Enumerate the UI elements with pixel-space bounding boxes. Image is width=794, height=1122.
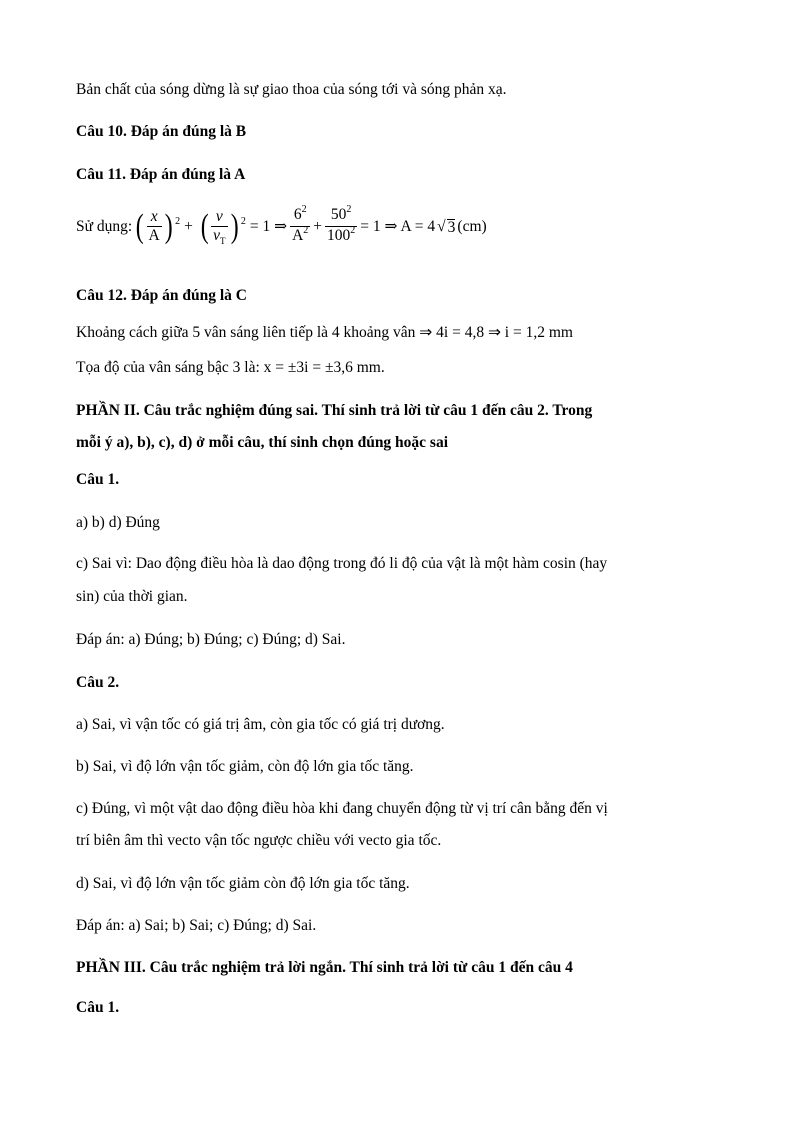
formula-prefix: Sử dụng: <box>76 217 133 235</box>
q2-item-a: a) Sai, vì vận tốc có giá trị âm, còn gia tốc có giá trị dương. <box>76 716 445 733</box>
part-3-question-1: Câu 1. <box>76 999 120 1016</box>
part-2-question-2: Câu 2. <box>76 674 120 691</box>
question-10-answer: Câu 10. Đáp án đúng là B <box>76 123 247 140</box>
term-v-over-vt: ( $\frac{v}{v_T}$ ) 2 <box>200 207 246 246</box>
part-2-heading: PHẦN II. Câu trắc nghiệm đúng sai. Thí sinh trả lời từ câu 1 đến câu 2. Trong <box>76 402 593 419</box>
frac-6sq-asq: $\frac{6^2}{A^2}$ <box>292 204 309 244</box>
q1-correct-items: a) b) d) Đúng <box>76 514 160 531</box>
q2-item-b: b) Sai, vì độ lớn vận tốc giảm, còn độ lớn gia tốc tăng. <box>76 758 414 775</box>
frac-50sq-100sq: $\frac{50^2}{100^2}$ <box>327 204 356 244</box>
q2-item-d: d) Sai, vì độ lớn vận tốc giảm còn độ lớn gia tốc tăng. <box>76 875 410 892</box>
q2-answer: Đáp án: a) Sai; b) Sai; c) Đúng; d) Sai. <box>76 917 317 934</box>
line-standing-wave: Bản chất của sóng dừng là sự giao thoa của sóng tới và sóng phản xạ. <box>76 81 507 98</box>
question-11-answer: Câu 11. Đáp án đúng là A <box>76 166 246 183</box>
part-2-heading-cont: mỗi ý a), b), c), d) ở mỗi câu, thí sinh chọn đúng hoặc sai <box>76 434 449 451</box>
question-12-answer: Câu 12. Đáp án đúng là C <box>76 287 247 304</box>
q1-item-c-explain-cont: sin) của thời gian. <box>76 588 188 605</box>
q1-answer: Đáp án: a) Đúng; b) Đúng; c) Đúng; d) Sai. <box>76 631 346 648</box>
q2-item-c-cont: trí biên âm thì vecto vận tốc ngược chiều với vecto gia tốc. <box>76 832 442 849</box>
part-2-question-1: Câu 1. <box>76 471 120 488</box>
q2-item-c: c) Đúng, vì một vật dao động điều hòa khi đang chuyển động từ vị trí cân bằng đến vị <box>76 800 608 817</box>
q1-item-c-explain: c) Sai vì: Dao động điều hòa là dao động trong đó li độ của vật là một hàm cosin (hay <box>76 555 608 572</box>
formula-line: Sử dụng: ( $\frac{x}{A}$ ) 2 + ( $\frac{v}{v_T}$ ) 2 = 1 ⇒ $\frac{6^2}{A^2}$ + $\frac{50^2}{100^2}$ = 1 ⇒ A = 4 √ 3 (cm) <box>76 204 487 246</box>
part-3-heading: PHẦN III. Câu trắc nghiệm trả lời ngắn. Thí sinh trả lời từ câu 1 đến câu 4 <box>76 959 573 976</box>
fringe-spacing-line: Khoảng cách giữa 5 vân sáng liên tiếp là 4 khoảng vân ⇒ 4i = 4,8 ⇒ i = 1,2 mm <box>76 324 573 341</box>
fringe-coordinate-line: Tọa độ của vân sáng bậc 3 là: x = ±3i = ±3,6 mm. <box>76 359 385 376</box>
term-x-over-a: ( $\frac{x}{A}$ ) 2 <box>135 207 181 245</box>
